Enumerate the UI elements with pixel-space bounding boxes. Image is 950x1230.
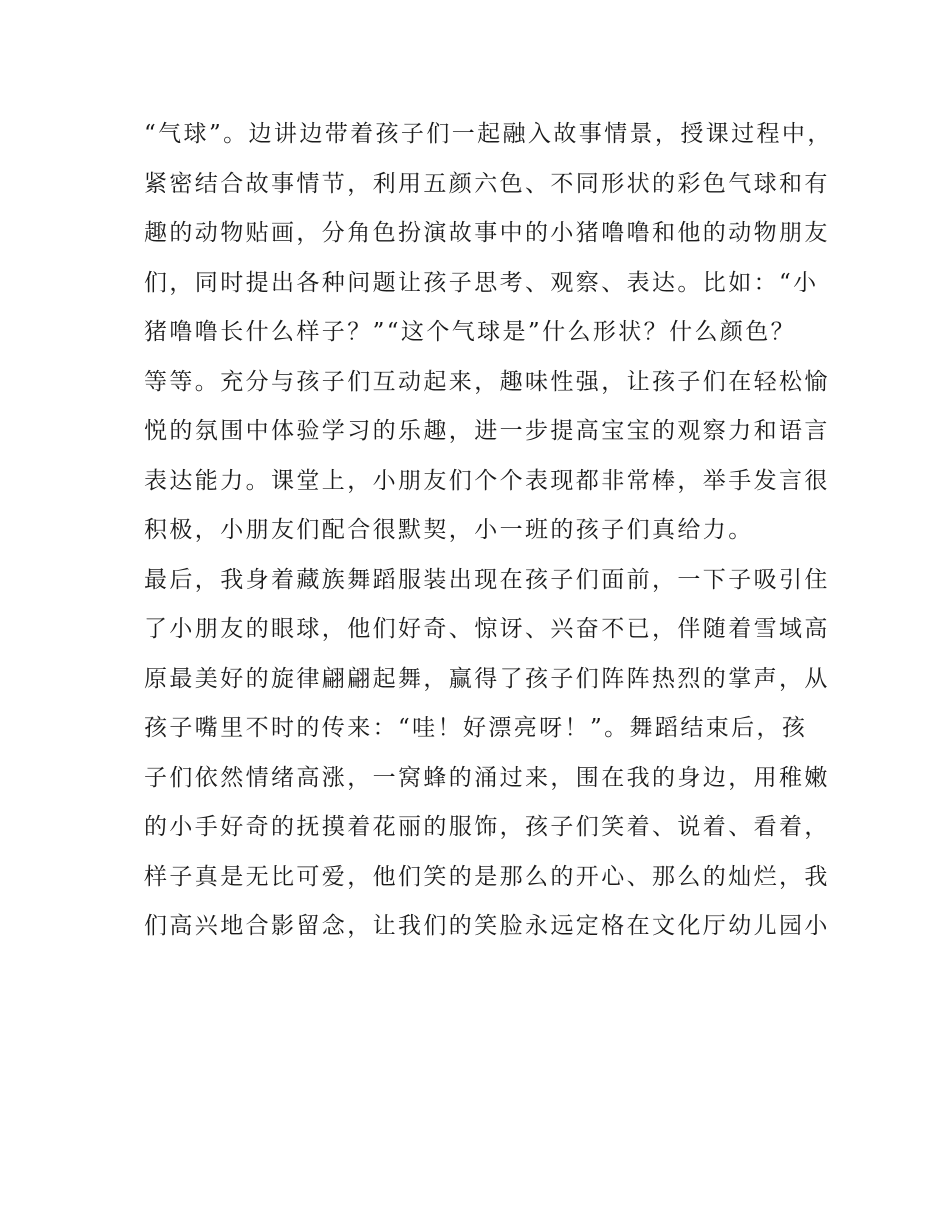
text-line: 们高兴地合影留念，让我们的笑脸永远定格在文化厅幼儿园小 <box>144 913 830 939</box>
text-line: 紧密结合故事情节，利用五颜六色、不同形状的彩色气球和有 <box>144 170 830 197</box>
text-line: 积极，小朋友们配合很默契，小一班的孩子们真给力。 <box>144 517 754 543</box>
text-line: 子们依然情绪高涨，一窝蜂的涌过来，围在我的身边，用稚嫩 <box>144 764 830 791</box>
text-line: 们，同时提出各种问题让孩子思考、观察、表达。比如：“小 <box>144 269 819 296</box>
body-text <box>144 110 844 952</box>
text-line: 表达能力。课堂上，小朋友们个个表现都非常棒，举手发言很 <box>144 467 830 494</box>
text-line: 悦的氛围中体验学习的乐趣，进一步提高宝宝的观察力和语言 <box>144 418 830 444</box>
text-line: “气球”。边讲边带着孩子们一起融入故事情景，授课过程中， <box>144 121 833 147</box>
text-line: 了小朋友的眼球，他们好奇、惊讶、兴奋不已，伴随着雪域高 <box>144 616 830 642</box>
text-line: 猪噜噜长什么样子？”“这个气球是”什么形状？什么颜色？ <box>144 319 797 345</box>
text-line: 等等。充分与孩子们互动起来，趣味性强，让孩子们在轻松愉 <box>144 368 830 395</box>
text-line: 样子真是无比可爱，他们笑的是那么的开心、那么的灿烂，我 <box>144 863 830 890</box>
text-line: 孩子嘴里不时的传来：“哇！好漂亮呀！”。舞蹈结束后，孩 <box>144 715 808 741</box>
text-line: 最后，我身着藏族舞蹈服装出现在孩子们面前，一下子吸引住 <box>144 566 830 593</box>
text-line: 的小手好奇的抚摸着花丽的服饰，孩子们笑着、说着、看着， <box>144 814 830 840</box>
text-line: 趣的动物贴画，分角色扮演故事中的小猪噜噜和他的动物朋友 <box>144 220 830 246</box>
text-line: 原最美好的旋律翩翩起舞，赢得了孩子们阵阵热烈的掌声，从 <box>144 665 830 692</box>
